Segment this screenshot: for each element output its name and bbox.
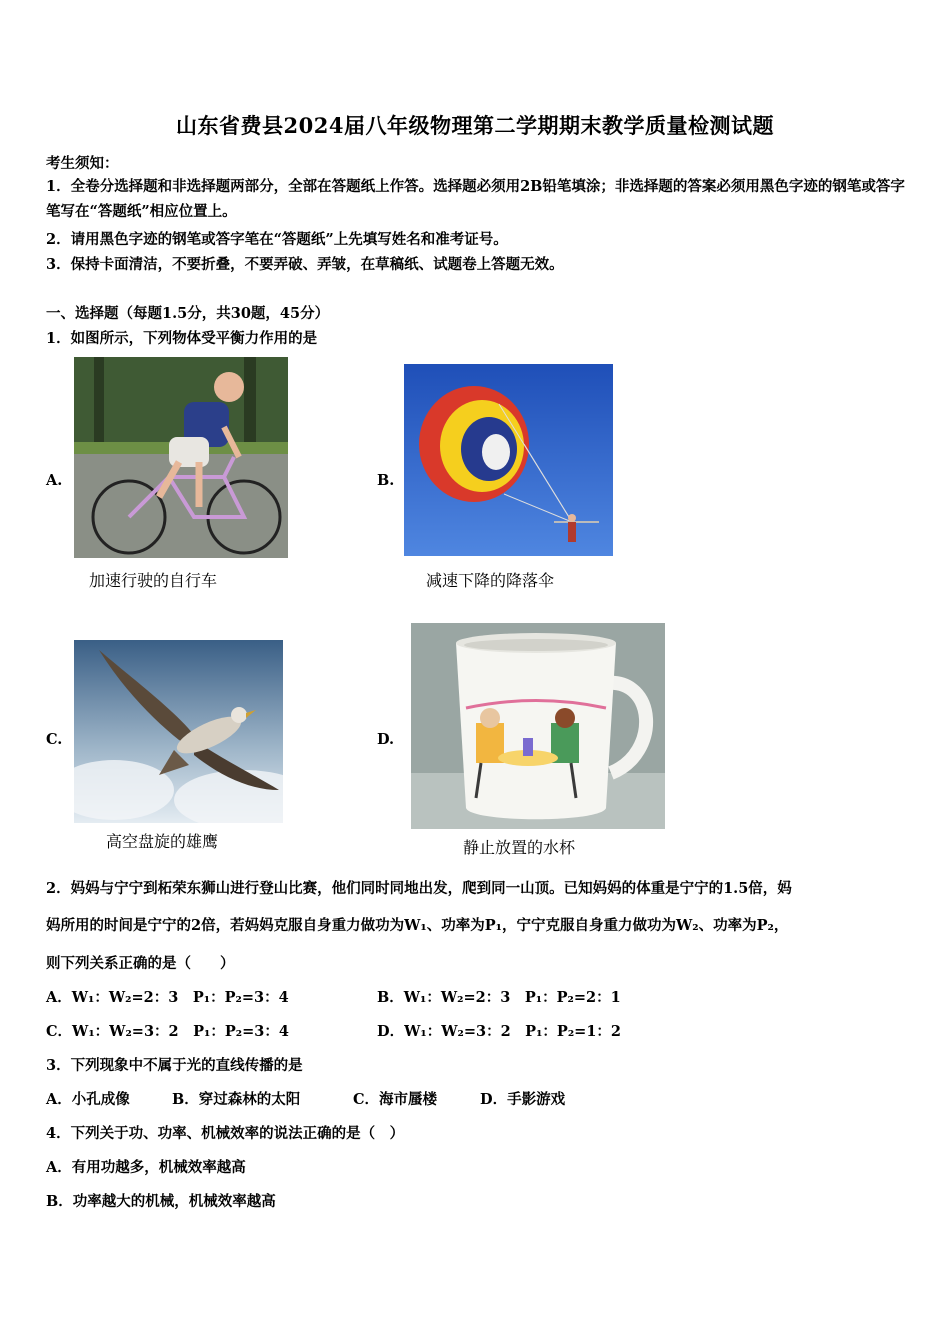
- question-2-line-2: 妈所用的时间是宁宁的2倍，若妈妈克服自身重力做功为W₁、功率为P₁，宁宁克服自身重力做功为W₂、功率为P₂，: [46, 917, 789, 934]
- question-3-option-a: A．小孔成像: [46, 1091, 130, 1108]
- notice-item-2: 2．请用黑色字迹的钢笔或答字笔在“答题纸”上先填写姓名和准考证号。: [46, 231, 508, 248]
- parachute-photo-icon: [404, 364, 613, 556]
- mug-photo-icon: [411, 623, 665, 829]
- question-2-option-b: B．W₁：W₂=2：3 P₁：P₂=2：1: [377, 989, 621, 1006]
- question-3-option-c: C．海市蜃楼: [353, 1091, 438, 1108]
- eagle-photo-icon: [74, 640, 283, 823]
- option-c-caption: 高空盘旋的雄鹰: [106, 832, 219, 851]
- question-1-stem: 1．如图所示，下列物体受平衡力作用的是: [46, 330, 318, 347]
- option-b-caption: 减速下降的降落伞: [426, 571, 555, 590]
- question-3-stem: 3．下列现象中不属于光的直线传播的是: [46, 1057, 303, 1074]
- notice-heading: 考生须知：: [46, 155, 119, 172]
- section-heading: 一、选择题（每题1.5分，共30题，45分）: [46, 305, 330, 322]
- notice-item-3: 3．保持卡面清洁，不要折叠，不要弄破、弄皱，在草稿纸、试题卷上答题无效。: [46, 256, 564, 273]
- cyclist-photo-icon: [74, 357, 288, 558]
- option-b-letter: B.: [377, 472, 395, 489]
- option-a-letter: A.: [46, 472, 63, 489]
- question-3-option-b: B．穿过森林的太阳: [172, 1091, 301, 1108]
- question-2-option-c: C．W₁：W₂=3：2 P₁：P₂=3：4: [46, 1023, 289, 1040]
- question-2-option-a: A．W₁：W₂=2：3 P₁：P₂=3：4: [46, 989, 289, 1006]
- option-d-caption: 静止放置的水杯: [463, 838, 576, 857]
- question-2-line-1: 2．妈妈与宁宁到柘荣东狮山进行登山比赛，他们同时同地出发，爬到同一山顶。已知妈妈的体重是宁宁的1.5倍，妈: [46, 880, 792, 897]
- question-3-option-d: D．手影游戏: [480, 1091, 566, 1108]
- question-2-line-3: 则下列关系正确的是（ ）: [46, 955, 235, 972]
- page-title: 山东省费县2024届八年级物理第二学期期末教学质量检测试题: [176, 113, 774, 138]
- question-4-option-b: B．功率越大的机械，机械效率越高: [46, 1193, 276, 1210]
- notice-item-1: 1．全卷分选择题和非选择题两部分，全部在答题纸上作答。选择题必须用2B铅笔填涂；非选择题的答案必须用黑色字迹的钢笔或答字笔写在“答题纸”相应位置上。: [46, 178, 905, 220]
- option-a-caption: 加速行驶的自行车: [89, 571, 218, 590]
- option-d-letter: D.: [377, 731, 395, 748]
- question-4-stem: 4．下列关于功、功率、机械效率的说法正确的是（ ）: [46, 1125, 405, 1142]
- option-c-letter: C.: [46, 731, 63, 748]
- question-2-option-d: D．W₁：W₂=3：2 P₁：P₂=1：2: [377, 1023, 622, 1040]
- question-4-option-a: A．有用功越多，机械效率越高: [46, 1159, 246, 1176]
